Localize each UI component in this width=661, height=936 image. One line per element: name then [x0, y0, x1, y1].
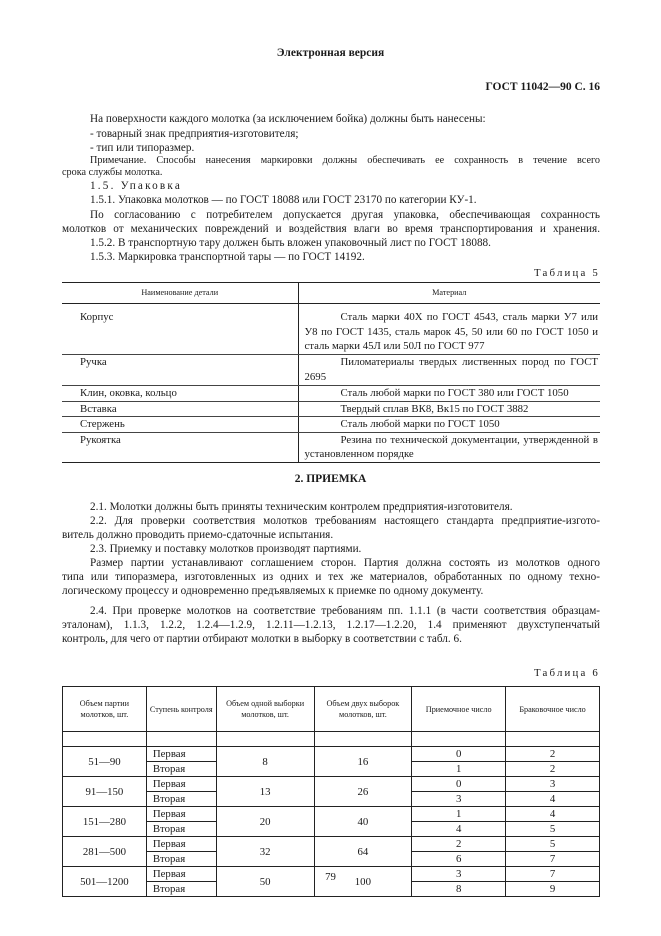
table6-accept: 3 [412, 792, 506, 807]
section2-title: 2. ПРИЕМКА [294, 473, 367, 485]
table6-reject: 2 [506, 747, 600, 762]
table6-two: 100 [314, 867, 412, 897]
table6-accept: 0 [412, 777, 506, 792]
table6-two: 40 [314, 807, 412, 837]
table6-stage: Первая [146, 837, 216, 852]
table6-reject: 3 [506, 777, 600, 792]
table6-stage: Вторая [146, 822, 216, 837]
table-row [62, 386, 600, 402]
table6-stage: Вторая [146, 882, 216, 897]
table6-caption: Таблица 6 [534, 667, 600, 679]
table-row [62, 401, 600, 417]
table5-part: Корпус [62, 310, 298, 355]
table6-one: 50 [216, 867, 314, 897]
table6-accept: 6 [412, 852, 506, 867]
table5-part: Ручка [62, 355, 298, 386]
table6-accept: 1 [412, 762, 506, 777]
table6-stage: Первая [146, 747, 216, 762]
table6-header-stage: Ступень контроля [146, 687, 216, 732]
table6-accept: 4 [412, 822, 506, 837]
body-line: контроль, для чего от партии отбирают молотки в выборку в соответствии с табл. 6. [62, 633, 462, 645]
body-line: эталонам), 1.1.3, 1.2.2, 1.2.4—1.2.9, 1.2.11—1.2.13, 1.2.17—1.2.20, 1.4 применяют двухступенчатый [62, 619, 600, 631]
table5-part: Стержень [62, 417, 298, 433]
table5-caption: Таблица 5 [534, 267, 600, 279]
page-number: 79 [325, 871, 336, 883]
table6-stage: Вторая [146, 792, 216, 807]
table-row [63, 747, 600, 762]
table6-reject: 5 [506, 822, 600, 837]
table-row [62, 310, 600, 355]
table6-stage: Вторая [146, 852, 216, 867]
table6-lot: 51—90 [63, 747, 147, 777]
table6-header-accept: Приемочное число [412, 687, 506, 732]
table5-part: Клин, оковка, кольцо [62, 386, 298, 402]
table5-material: Резина по технической документации, утвержденной в установленном порядке [298, 432, 600, 462]
body-line: Размер партии устанавливают соглашением сторон. Партия должна состоять из молотков одного [90, 557, 600, 569]
table-row [62, 417, 600, 433]
table5 [62, 282, 600, 463]
table6-accept: 3 [412, 867, 506, 882]
table6-one: 13 [216, 777, 314, 807]
table5-header-row [62, 283, 600, 304]
table5-material: Твердый сплав ВК8, Вк15 по ГОСТ 3882 [298, 401, 600, 417]
table6-lot: 91—150 [63, 777, 147, 807]
table5-header-part: Наименование детали [62, 283, 298, 304]
header-version: Электронная версия [276, 47, 385, 59]
body-line: логическому процессу и одновременно предъявляемых к приемке по одному документу. [62, 585, 484, 597]
table6 [62, 686, 600, 897]
table6-accept: 2 [412, 837, 506, 852]
body-line: По согласованию с потребителем допускается другая упаковка, обеспечивающая сохранность [90, 209, 600, 221]
table6-header-row [63, 687, 600, 732]
table5-material: Сталь любой марки по ГОСТ 1050 [298, 417, 600, 433]
body-line: 2.3. Приемку и поставку молотков производят партиями. [90, 543, 362, 555]
table-row [63, 807, 600, 822]
body-line: 2.4. При проверке молотков на соответствие требованиям пп. 1.1.1 (в части соответствия образцам- [90, 605, 600, 617]
table5-part: Вставка [62, 401, 298, 417]
table6-header-two-samples: Объем двух выборок молотков, шт. [314, 687, 412, 732]
table6-reject: 9 [506, 882, 600, 897]
table5-material: Сталь марки 40Х по ГОСТ 4543, сталь марки У7 или У8 по ГОСТ 1435, сталь марок 45, 50 или 60 по ГОСТ 1050 и сталь марки 45Л или 50Л по ГОСТ 977 [298, 310, 600, 355]
table6-accept: 0 [412, 747, 506, 762]
body-line: 1.5.1. Упаковка молотков — по ГОСТ 18088 или ГОСТ 23170 по категории КУ-1. [90, 194, 477, 206]
table6-reject: 4 [506, 807, 600, 822]
table5-header-material: Материал [298, 283, 600, 304]
table6-header-lot: Объем партии молотков, шт. [63, 687, 147, 732]
table6-accept: 1 [412, 807, 506, 822]
table-row [63, 837, 600, 852]
body-line: - тип или типоразмер. [90, 142, 195, 154]
table6-lot: 151—280 [63, 807, 147, 837]
body-line: На поверхности каждого молотка (за исключением бойка) должны быть нанесены: [90, 113, 486, 125]
body-line: молотков от механических повреждений и воздействия влаги во время транспортирования и хранения. [62, 223, 600, 235]
table6-two: 26 [314, 777, 412, 807]
table5-material: Пиломатериалы твердых лиственных пород по ГОСТ 2695 [298, 355, 600, 386]
table6-header-reject: Браковочное число [506, 687, 600, 732]
table6-stage: Вторая [146, 762, 216, 777]
note-line: Примечание. Способы нанесения маркировки должны обеспечивать ее сохранность в течение всего [90, 155, 600, 166]
table6-two: 64 [314, 837, 412, 867]
table6-one: 8 [216, 747, 314, 777]
body-line: 1.5.2. В транспортную тару должен быть вложен упаковочный лист по ГОСТ 18088. [90, 237, 491, 249]
body-line: 2.1. Молотки должны быть приняты техническим контролем предприятия-изготовителя. [90, 501, 513, 513]
table6-lot: 281—500 [63, 837, 147, 867]
header-gost-page: ГОСТ 11042—90 С. 16 [485, 81, 600, 93]
note-line: срока службы молотка. [62, 167, 163, 178]
body-line: - товарный знак предприятия-изготовителя; [90, 128, 299, 140]
table6-reject: 5 [506, 837, 600, 852]
body-line: 2.2. Для проверки соответствия молотков требованиям настоящего стандарта предприятие-изгото- [90, 515, 600, 527]
table6-one: 20 [216, 807, 314, 837]
table6-reject: 7 [506, 852, 600, 867]
table5-material: Сталь любой марки по ГОСТ 380 или ГОСТ 1050 [298, 386, 600, 402]
table6-reject: 4 [506, 792, 600, 807]
table-row [63, 777, 600, 792]
table6-one: 32 [216, 837, 314, 867]
table6-reject: 2 [506, 762, 600, 777]
table6-two: 16 [314, 747, 412, 777]
table6-lot: 501—1200 [63, 867, 147, 897]
table6-accept: 8 [412, 882, 506, 897]
table6-stage: Первая [146, 867, 216, 882]
table-row [62, 355, 600, 386]
table5-part: Рукоятка [62, 432, 298, 462]
table6-reject: 7 [506, 867, 600, 882]
table6-stage: Первая [146, 777, 216, 792]
body-line: типа или типоразмера, изготовленных из одних и тех же материалов, обработанных по одному техно- [62, 571, 600, 583]
body-line: 1.5.3. Маркировка транспортной тары — по ГОСТ 14192. [90, 251, 365, 263]
table-row [62, 432, 600, 462]
table6-stage: Первая [146, 807, 216, 822]
table6-header-one-sample: Объем одной выборки молотков, шт. [216, 687, 314, 732]
section-heading-packing: 1.5. Упаковка [90, 180, 183, 192]
body-line: витель должно проводить приемо-сдаточные испытания. [62, 529, 334, 541]
